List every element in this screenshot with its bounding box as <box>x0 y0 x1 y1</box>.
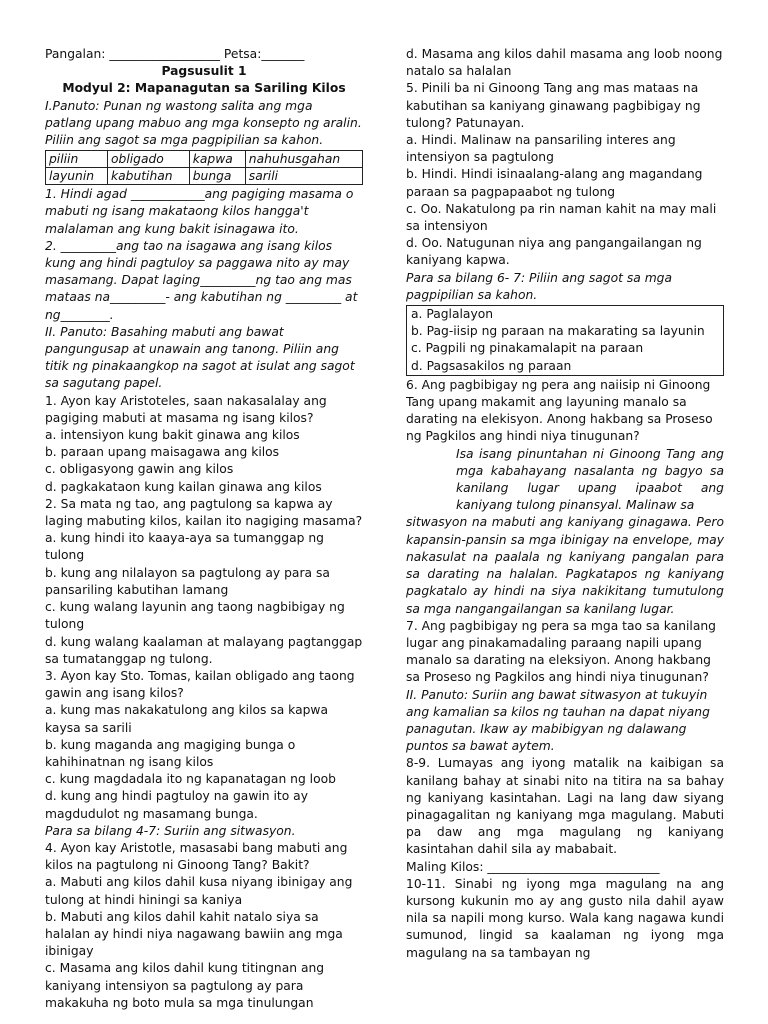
word-bank-item: layunin <box>46 168 108 185</box>
q6-7-intro: Para sa bilang 6- 7: Piliin ang sagot sa mga pagpipilian sa kahon. <box>406 270 673 302</box>
word-bank-item: bunga <box>189 168 245 185</box>
question-6: 6. Ang pagbibigay ng pera ang naiisip ni Ginoong Tang upang makamit ang layuning manalo sa darating na elekisyon. Anong hakbang sa Proseso ng Pagkilos ang hindi niya tinugunan? <box>406 377 713 444</box>
q6-7-choices-box <box>406 305 724 376</box>
left-column <box>45 46 363 1012</box>
choice: d. kung ang hindi pagtuloy na gawin ito ay magdudulot ng masamang bunga. <box>45 789 308 821</box>
word-bank-item: piliin <box>46 151 108 168</box>
choice: b. paraan upang maisagawa ang kilos <box>45 445 280 460</box>
part2-instructions: II. Panuto: Basahing mabuti ang bawat pangungusap at unawain ang tanong. Piliin ang titik ng pinakaangkop na sagot at isulat ang sagot sa sagutang papel. <box>45 324 355 391</box>
choice: b. kung maganda ang magiging bunga o kahihinatnan ng isang kilos <box>45 737 296 769</box>
choice: a. Hindi. Malinaw na pansariling interes ang intensiyon sa pagtulong <box>406 133 676 165</box>
choice: b. kung ang nilalayon sa pagtulong ay para sa pansariling kabutihan lamang <box>45 565 330 597</box>
choice: c. kung magdadala ito ng kapanatagan ng loob <box>45 772 336 787</box>
choice: a. kung hindi ito kaaya-aya sa tumanggap ng tulong <box>45 531 324 563</box>
choice: d. kung walang kaalaman at malayang pagtanggap sa tumatanggap ng tulong. <box>45 634 363 666</box>
word-bank <box>45 150 363 185</box>
part3-instructions: II. Panuto: Suriin ang bawat sitwasyon at tukuyin ang kamalian sa kilos ng tauhan na dapat niyang panagutan. Ikaw ay mabibigyan ng dalawang puntos sa bawat aytem. <box>406 687 710 754</box>
part1-instructions: I.Panuto: Punan ng wastong salita ang mga patlang upang mabuo ang mga konsepto ng aralin. Piliin ang sagot sa mga pagpipilian sa kahon. <box>45 98 362 148</box>
choice: d. Masama ang kilos dahil masama ang loob noong natalo sa halalan <box>406 47 723 79</box>
fill-in-item-1: 1. Hindi agad ____________ang pagiging masama o mabuti ng isang makataong kilos hangga't malalaman ang kung bakit isinagawa ito. <box>45 187 354 236</box>
situation-intro: Para sa bilang 4-7: Suriin ang sitwasyon. <box>45 823 296 838</box>
question-7: 7. Ang pagbibigay ng pera sa mga tao sa kanilang lugar ang pinakamadaling paraang napili upang manalo sa darating na eleksiyon. Anong hakbang sa Proseso ng Pagkilos ang hindi niya tinugunan? <box>406 618 716 685</box>
fill-in-item-2: 2. _________ang tao na isagawa ang isang kilos kung ang hindi pagtuloy sa paggawa nito ay may masamang. Dapat laging_________ng tao ang mas mataas na_________- ang kabutihan ng _________ at ng________. <box>45 238 358 322</box>
word-bank-item: sarili <box>245 168 362 185</box>
question-8-9: 8-9. Lumayas ang iyong matalik na kaibigan sa kanilang bahay at sinabi nito na titira na sa bahay ng kaniyang kasintahan. Lagi na lang daw siyang pinagagalitan ng kaniyang mga magulang. Mabuti pa daw ang mga magulang ng kaniyang kasintahan dahil sila ay mababait. <box>406 756 724 857</box>
box-choice: c. Pagpili ng pinakamalapit na paraan <box>411 341 644 356</box>
word-bank-item: nahuhusgahan <box>245 151 362 168</box>
question-10-11: 10-11. Sinabi ng iyong mga magulang na ang kursong kukunin mo ay ang gusto nila dahil ayaw nila sa napili mong kurso. Wala kang nagawa kundi sumunod, lingid sa kaalaman ng iyong mga magulang na sa tambayan ng <box>406 876 724 960</box>
word-bank-item: kabutihan <box>107 168 189 185</box>
box-choice: b. Pag-iisip ng paraan na makarating sa layunin <box>411 324 705 339</box>
question-5: 5. Pinili ba ni Ginoong Tang ang mas mataas na kabutihan sa kaniyang ginawang pagbibigay ng tulong? Patunayan. <box>406 81 701 130</box>
maling-kilos-line: Maling Kilos: ____________________________ <box>406 859 660 874</box>
choice: c. Oo. Nakatulong pa rin naman kahit na may mali sa intensiyon <box>406 201 717 234</box>
word-bank-row <box>46 168 363 185</box>
quiz-title: Pagsusulit 1 <box>161 64 247 79</box>
question-2: 2. Sa mata ng tao, ang pagtulong sa kapwa ay laging mabuting kilos, kailan ito nagiging masama? <box>45 496 363 529</box>
situation-text-1: Isa isang pinuntahan ni Ginoong Tang ang mga kabahayang nasalanta ng bagyo sa kanilang lugar upang ipaabot ang kaniyang tulong pinansyal. Malinaw sa <box>456 446 724 513</box>
module-title: Modyul 2: Mapanagutan sa Sariling Kilos <box>62 81 346 96</box>
choice: c. Masama ang kilos dahil kung titingnan ang kaniyang intensiyon sa pagtulong ay para makakuha ng boto mula sa mga tinulungan <box>45 961 325 1010</box>
word-bank-item: obligado <box>107 151 189 168</box>
choice: a. Mabuti ang kilos dahil kusa niyang ibinigay ang tulong at hindi hiningi sa kaniya <box>45 875 353 907</box>
choice: b. Mabuti ang kilos dahil kahit natalo siya sa halalan ay hindi niya nagawang bawiin ang mga ibinigay <box>45 909 343 959</box>
box-choice: a. Paglalayon <box>411 307 494 322</box>
word-bank-item: kapwa <box>189 151 245 168</box>
choice: c. obligasyong gawin ang kilos <box>45 462 234 477</box>
situation-text-2: sitwasyon na mabuti ang kaniyang ginagawa. Pero kapansin-pansin sa mga ibinigay na envelope, may nakasulat na paalala ng kaniyang pangalan para sa darating na halalan. Pagkatapos ng kaniyang pagkatalo ay hindi na siya nakikitang tumutulong sa mga nangangailangan sa kanilang lugar. <box>406 515 724 616</box>
question-1: 1. Ayon kay Aristoteles, saan nakasalalay ang pagiging mabuti at masama ng isang kilos? <box>45 393 327 425</box>
choice: a. kung mas nakakatulong ang kilos sa kapwa kaysa sa sarili <box>45 703 329 735</box>
question-3: 3. Ayon kay Sto. Tomas, kailan obligado ang taong gawin ang isang kilos? <box>45 668 355 701</box>
box-choice: d. Pagsasakilos ng paraan <box>411 358 572 373</box>
choice: c. kung walang layunin ang taong nagbibigay ng tulong <box>45 600 345 632</box>
choice: a. intensiyon kung bakit ginawa ang kilos <box>45 428 300 443</box>
word-bank-row <box>46 151 363 168</box>
choice: b. Hindi. Hindi isinaalang-alang ang magandang paraan sa pagpapaabot ng tulong <box>406 167 703 199</box>
situation-paragraph <box>406 446 724 618</box>
name-date-line: Pangalan: __________________ Petsa:_______ <box>45 47 305 61</box>
choice: d. pagkakataon kung kailan ginawa ang kilos <box>45 479 322 494</box>
right-column <box>406 46 724 962</box>
choice: d. Oo. Natugunan niya ang pangangailangan ng kaniyang kapwa. <box>406 236 702 268</box>
question-4: 4. Ayon kay Aristotle, masasabi bang mabuti ang kilos na pagtulong ni Ginoong Tang? Bakit? <box>45 840 348 873</box>
